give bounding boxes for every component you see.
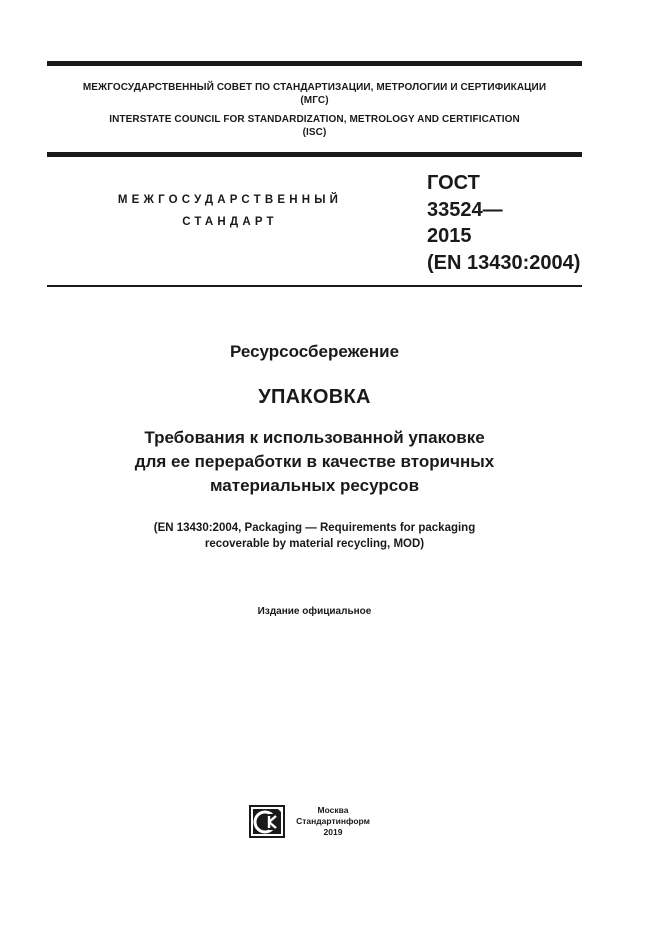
edition-note: Издание официальное xyxy=(257,606,372,617)
publisher-name: Стандартинформ xyxy=(296,816,370,826)
council-header xyxy=(47,81,582,139)
council-name-en: INTERSTATE COUNCIL FOR STANDARDIZATION, METROLOGY AND CERTIFICATION xyxy=(109,114,520,125)
council-abbr-en: (ISC) xyxy=(302,127,327,138)
gost-designation xyxy=(427,170,580,276)
publisher-block xyxy=(296,805,370,838)
publisher-city: Москва xyxy=(317,805,349,815)
standard-type xyxy=(95,189,365,233)
subtitle-line2: для ее переработки в качестве вторичных xyxy=(134,452,495,471)
council-bottom-rule xyxy=(47,152,582,157)
gost-year: 2015 xyxy=(427,225,472,247)
en-equivalent-line1: (EN 13430:2004, Packaging — Requirements for packaging xyxy=(153,522,476,534)
top-rule xyxy=(47,61,582,66)
gost-en-reference: (EN 13430:2004) xyxy=(427,251,581,274)
council-abbr-ru: (МГС) xyxy=(300,95,329,106)
council-name-ru: МЕЖГОСУДАРСТВЕННЫЙ СОВЕТ ПО СТАНДАРТИЗАЦИИ, МЕТРОЛОГИИ И СЕРТИФИКАЦИИ xyxy=(82,82,547,93)
standard-type-line1: МЕЖГОСУДАРСТВЕННЫЙ xyxy=(117,194,343,206)
subtitle-line1: Требования к использованной упаковке xyxy=(144,428,485,447)
en-equivalent-line2: recoverable by material recycling, MOD) xyxy=(204,538,425,550)
standard-type-line2: СТАНДАРТ xyxy=(182,216,278,228)
standard-subtitle xyxy=(47,426,582,498)
publisher-year: 2019 xyxy=(323,827,343,837)
en-equivalent xyxy=(47,520,582,552)
designation-bottom-rule xyxy=(47,285,582,287)
standartinform-logo-icon xyxy=(249,805,285,838)
gost-label: ГОСТ xyxy=(427,172,480,194)
standard-group: Ресурсосбережение xyxy=(229,342,400,361)
standard-title: УПАКОВКА xyxy=(258,386,371,408)
subtitle-line3: материальных ресурсов xyxy=(209,476,420,495)
gost-number: 33524— xyxy=(427,198,503,221)
